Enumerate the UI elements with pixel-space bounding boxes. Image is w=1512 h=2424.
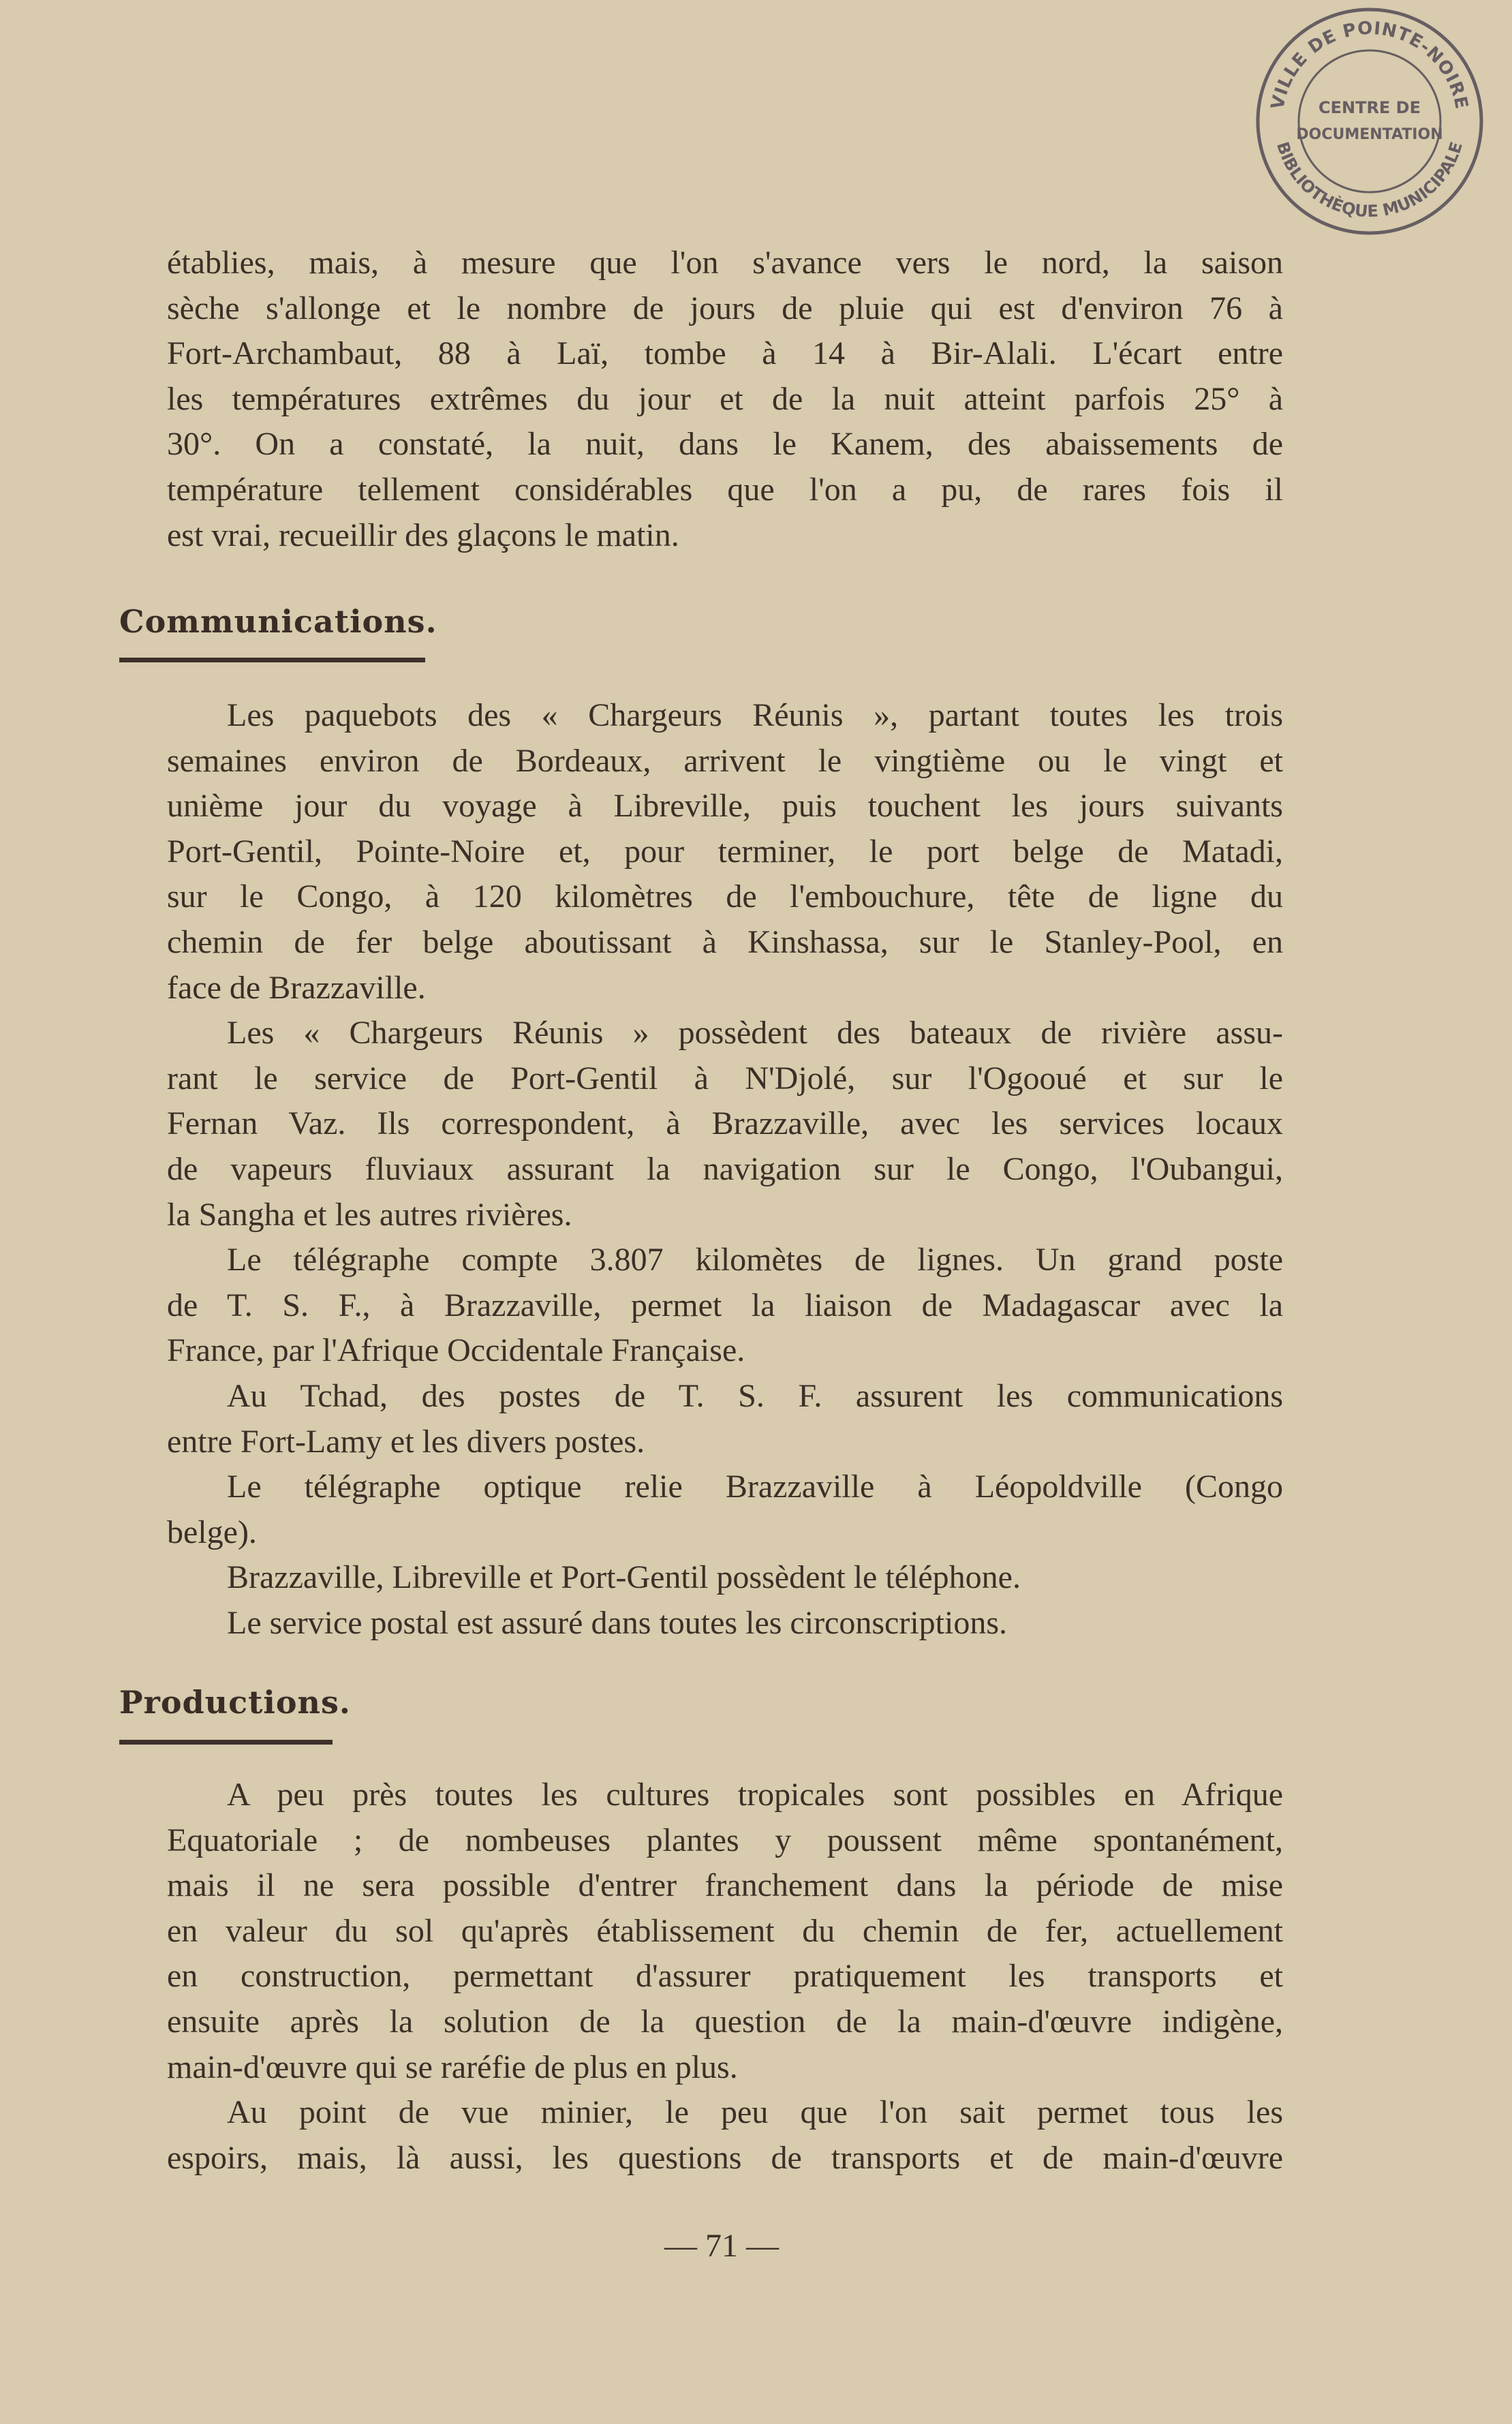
text-line: température tellement considérables que l'on a pu, de rares fois il [167,471,1283,508]
text-line: sèche s'allonge et le nombre de jours de pluie qui est d'environ 76 à [167,290,1283,326]
section-heading-communications: Communications. [119,603,437,640]
text-line: Equatoriale ; de nombeuses plantes y poussent même spontanément, [167,1822,1283,1858]
text-line: Au point de vue minier, le peu que l'on sait permet tous les [227,2094,1283,2131]
svg-text:VILLE DE POINTE-NOIRE [1267,18,1472,112]
text-line: Fort-Archambaut, 88 à Laï, tombe à 14 à Bir-Alali. L'écart entre [167,335,1283,372]
text-line: 30°. On a constaté, la nuit, dans le Kanem, des abaissements de [167,426,1283,463]
text-line: rant le service de Port-Gentil à N'Djolé, sur l'Ogooué et sur le [167,1060,1283,1096]
text-line: les températures extrêmes du jour et de la nuit atteint parfois 25° à [167,380,1283,417]
text-line: de vapeurs fluviaux assurant la navigation sur le Congo, l'Oubangui, [167,1150,1283,1187]
text-line: la Sangha et les autres rivières. [167,1196,572,1233]
text-line: est vrai, recueillir des glaçons le matin. [167,517,679,553]
section-heading-productions: Productions. [119,1684,351,1721]
text-line: face de Brazzaville. [167,969,426,1006]
text-line: ensuite après la solution de la question de la main-d'œuvre indigène, [167,2003,1283,2040]
text-line: Port-Gentil, Pointe-Noire et, pour terminer, le port belge de Matadi, [167,833,1283,870]
text-line: Le service postal est assuré dans toutes les circonscriptions. [227,1604,1008,1641]
text-line: main-d'œuvre qui se raréfie de plus en plus. [167,2049,738,2085]
intro-paragraph [167,241,1283,558]
heading-underline [119,658,425,662]
communications-section [167,693,1283,1646]
text-line: A peu près toutes les cultures tropicales sont possibles en Afrique [227,1777,1283,1813]
text-line: Le télégraphe optique relie Brazzaville à Léopoldville (Congo [227,1469,1283,1505]
text-line: mais il ne sera possible d'entrer franchement dans la période de mise [167,1867,1283,1904]
text-line: Brazzaville, Libreville et Port-Gentil possèdent le téléphone. [227,1559,1021,1596]
text-line: unième jour du voyage à Libreville, puis touchent les jours suivants [167,788,1283,825]
text-line: chemin de fer belge aboutissant à Kinshassa, sur le Stanley-Pool, en [167,923,1283,960]
page-number: — 71 — [664,2228,779,2264]
text-line: établies, mais, à mesure que l'on s'avance vers le nord, la saison [167,245,1283,281]
text-line: en construction, permettant d'assurer pratiquement les transports et [167,1958,1283,1995]
text-line: sur le Congo, à 120 kilomètres de l'embouchure, tête de ligne du [167,878,1283,915]
text-line: de T. S. F., à Brazzaville, permet la liaison de Madagascar avec la [167,1287,1283,1323]
text-line: en valeur du sol qu'après établissement du chemin de fer, actuellement [167,1912,1283,1949]
stamp-inner-1: CENTRE DE [1318,98,1421,117]
text-line: Les paquebots des « Chargeurs Réunis », partant toutes les trois [227,697,1283,733]
text-line: belge). [167,1514,257,1550]
text-line: entre Fort-Lamy et les divers postes. [167,1423,645,1460]
text-line: semaines environ de Bordeaux, arrivent le vingtième ou le vingt et [167,742,1283,779]
stamp-inner-2: DOCUMENTATION [1296,126,1443,143]
stamp-outer-bottom: BIBLIOTHÈQUE MUNICIPALE [1273,139,1466,221]
text-line: Au Tchad, des postes de T. S. F. assurent les communications [227,1377,1283,1414]
text-line: Fernan Vaz. Ils correspondent, à Brazzaville, avec les services locaux [167,1105,1283,1142]
text-line: France, par l'Afrique Occidentale Française. [167,1332,745,1369]
library-stamp [1254,5,1485,237]
productions-section [167,1773,1283,2181]
text-line: espoirs, mais, là aussi, les questions de transports et de main-d'œuvre [167,2139,1283,2176]
text-line: Le télégraphe compte 3.807 kilomètes de lignes. Un grand poste [227,1242,1283,1278]
heading-underline [119,1740,333,1745]
stamp-outer-top: VILLE DE POINTE-NOIRE [1267,18,1472,112]
text-line: Les « Chargeurs Réunis » possèdent des bateaux de rivière assu- [227,1015,1283,1052]
